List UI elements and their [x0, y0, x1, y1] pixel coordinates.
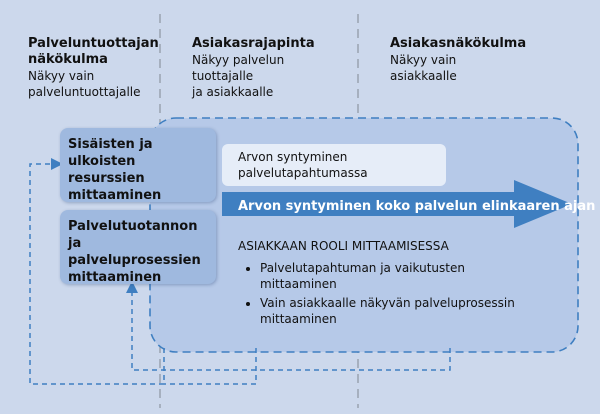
arrow-label: Arvon syntyminen koko palvelun elinkaaren ajan: [238, 199, 596, 214]
feedback-connector-line: [164, 348, 256, 384]
customer-role-heading: ASIAKKAAN ROOLI MITTAAMISESSA: [238, 239, 449, 253]
column-title: Asiakasnäkökulma: [390, 36, 527, 51]
emergence-line: palvelutapahtumassa: [238, 166, 368, 180]
value-emergence-box: [222, 144, 446, 186]
customer-role-item: [260, 260, 538, 292]
bullet-line: mittaaminen: [260, 277, 337, 291]
process-measurement-box: [60, 210, 216, 284]
box-line: resurssien: [68, 171, 145, 186]
column-subtitle-line: ja asiakkaalle: [192, 85, 274, 99]
column-subtitle-line: palveluntuottajalle: [28, 85, 141, 99]
bullet-line: • Palvelutapahtuman ja vaikutusten: [260, 261, 465, 275]
resources-measurement-box: [60, 128, 216, 202]
column-subtitle-line: tuottajalle: [192, 69, 254, 83]
column-subtitle-line: asiakkaalle: [390, 69, 457, 83]
box-line: mittaaminen: [68, 270, 162, 285]
customer-role-item: [260, 295, 538, 327]
column-title: Asiakasrajapinta: [192, 36, 315, 51]
column-subtitle-line: Näkyy palvelun: [192, 53, 285, 67]
column-title-line: Palveluntuottajan: [28, 36, 159, 51]
column-subtitle-line: Näkyy vain: [390, 53, 457, 67]
box-line: ja palveluprosessien: [68, 236, 201, 268]
customer-role-list: [238, 260, 538, 327]
box-line: mittaaminen: [68, 188, 162, 203]
column-title-line: näkökulma: [28, 52, 108, 67]
column-subtitle-line: Näkyy vain: [28, 69, 95, 83]
emergence-line: Arvon syntyminen: [238, 150, 348, 164]
box-line: Palvelutuotannon: [68, 219, 198, 234]
box-line: Sisäisten ja ulkoisten: [68, 137, 153, 169]
bullet-line: • Vain asiakkaalle näkyvän palveluprosessin: [260, 296, 515, 310]
customer-role-section: [238, 238, 538, 330]
bullet-line: mittaaminen: [260, 312, 337, 326]
